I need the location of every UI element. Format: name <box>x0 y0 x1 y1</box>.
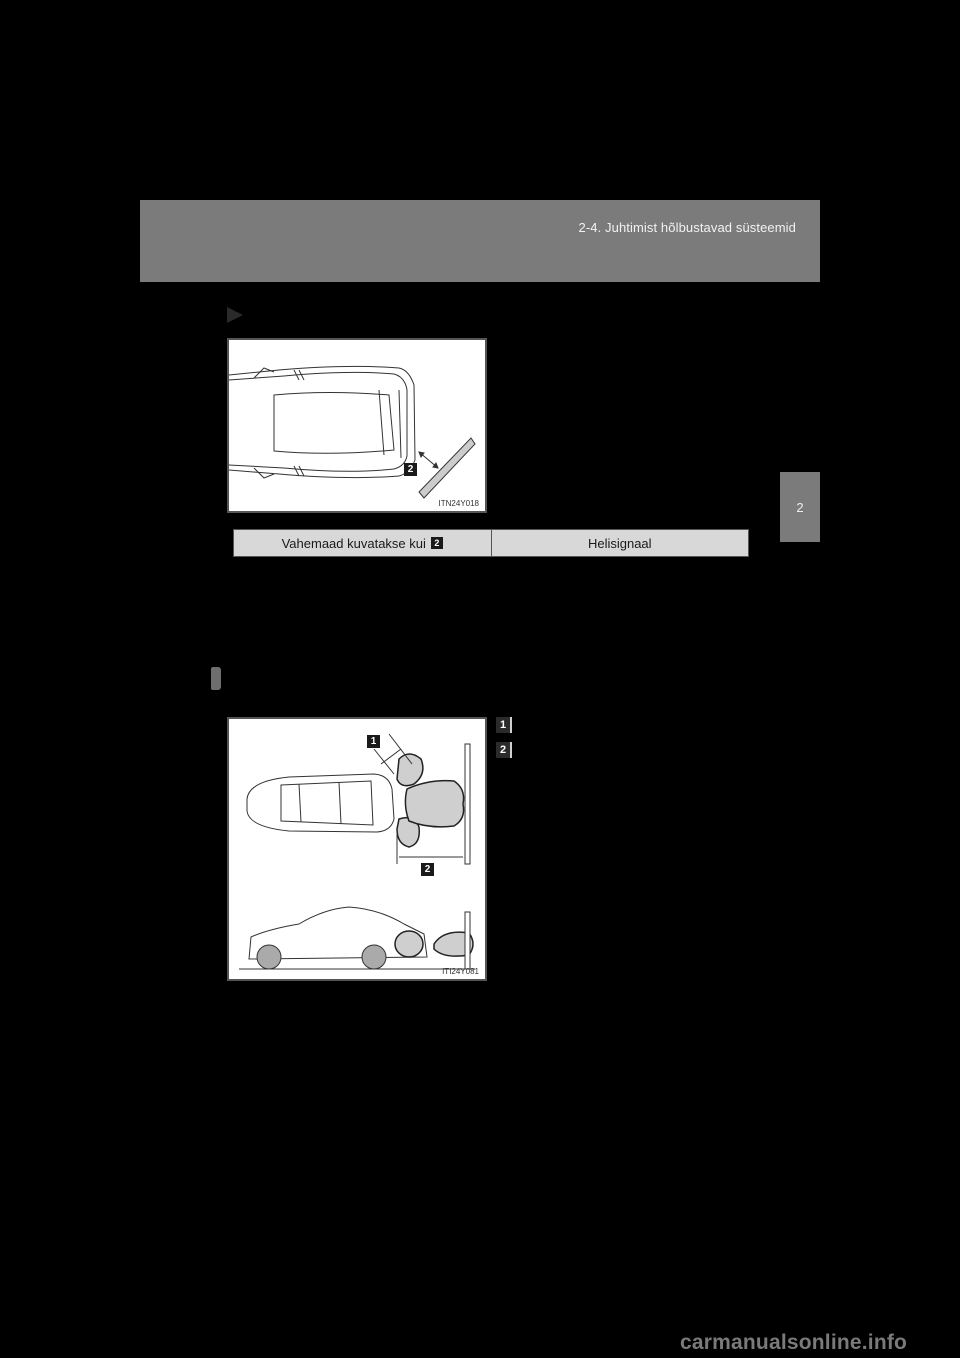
car-top-view-illustration <box>229 340 485 511</box>
figure-sensor-range <box>227 717 487 981</box>
callout-2: 2 <box>421 863 434 876</box>
table-header-buzzer <box>491 530 749 556</box>
figure-code: ITN24Y018 <box>438 499 479 508</box>
header-label: Helisignaal <box>587 535 652 551</box>
section-marker <box>211 667 221 690</box>
table-header-distance <box>234 530 491 556</box>
chapter-number: 2 <box>796 499 804 515</box>
chapter-tab[interactable] <box>780 472 820 542</box>
header-label: Vahemaad kuvatakse kui <box>281 535 426 551</box>
legend-badge-1: 1 <box>496 717 512 733</box>
watermark[interactable]: carmanualsonline.info <box>680 1331 908 1354</box>
section-title: 2-4. Juhtimist hõlbustavad süsteemid <box>578 220 796 235</box>
callout-2: 2 <box>404 463 417 476</box>
triangle-bullet-icon <box>227 307 243 323</box>
page-header <box>140 200 820 282</box>
header-badge: 2 <box>431 537 443 549</box>
sensor-range-illustration <box>229 719 485 979</box>
legend-badge-2: 2 <box>496 742 512 758</box>
figure-corner-sensor <box>227 338 487 513</box>
distance-table <box>233 529 749 557</box>
callout-1: 1 <box>367 735 380 748</box>
figure-code: ITI24Y081 <box>442 967 479 976</box>
